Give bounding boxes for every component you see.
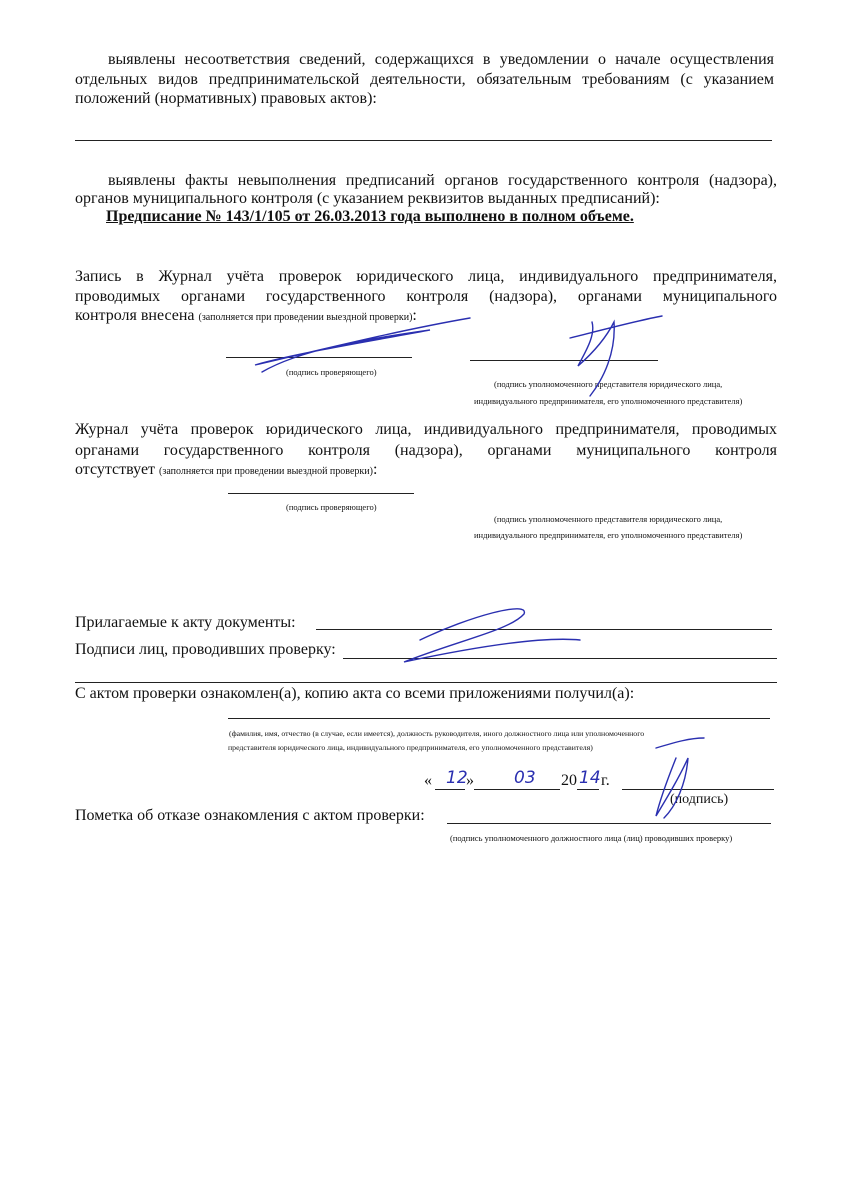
journal-absent-line2: органами государственного контроля (надзора), органами муниципального контроля xyxy=(75,442,777,459)
date-day: 12 xyxy=(446,768,468,788)
date-signature xyxy=(656,758,688,818)
journal-entry-line3-end: : xyxy=(412,307,417,324)
journal-entry-inspector-caption: (подпись проверяющего) xyxy=(286,367,377,377)
section2-line2: органов муниципального контроля (с указанием реквизитов выданных предписаний): xyxy=(75,190,660,207)
section2-line1: выявлены факты невыполнения предписаний органов государственного контроля (надзора), xyxy=(108,172,777,189)
inspectors-signatures-label: Подписи лиц, проводивших проверку: xyxy=(75,641,336,658)
representative-signature-1 xyxy=(570,316,662,396)
section1-line2: отдельных видов предпринимательской деятельности, обязательным требованиям (с указанием xyxy=(75,71,774,88)
inspector-signature-2 xyxy=(404,609,580,662)
date-signature-caption: (подпись) xyxy=(670,792,729,807)
prescription-statement: Предписание № 143/1/105 от 26.03.2013 года выполнено в полном объеме. xyxy=(106,208,634,225)
section1-line3: положений (нормативных) правовых актов): xyxy=(75,90,377,107)
attached-documents-label: Прилагаемые к акту документы: xyxy=(75,614,296,631)
journal-absent-rep-caption-1: (подпись уполномоченного представителя юридического лица, xyxy=(494,514,723,524)
date-month: 03 xyxy=(514,768,536,788)
journal-entry-line3-note: (заполняется при проведении выездной проверки) xyxy=(198,312,413,323)
journal-absent-line1: Журнал учёта проверок юридического лица, индивидуального предпринимателя, проводимых xyxy=(75,421,777,438)
journal-entry-line3-main: контроля внесена xyxy=(75,307,199,324)
date-year-suffix: 14 xyxy=(579,768,601,788)
journal-absent-line3-note: (заполняется при проведении выездной проверки) xyxy=(159,466,373,477)
journal-absent-line3-end: : xyxy=(372,461,378,478)
date-close-quote: » xyxy=(466,772,474,789)
journal-absent-line3-main: отсутствует xyxy=(75,461,160,478)
acquainted-caption-2: представителя юридического лица, индивидуального предпринимателя, его уполномоченного представителя) xyxy=(228,743,593,752)
journal-entry-line1: Запись в Журнал учёта проверок юридического лица, индивидуального предпринимателя, xyxy=(75,268,777,285)
date-year-prefix: 20 xyxy=(561,772,577,789)
journal-entry-rep-caption-2: индивидуального предпринимателя, его уполномоченного представителя) xyxy=(474,396,743,406)
acquainted-signature xyxy=(656,738,704,748)
inspector-signature-1 xyxy=(255,318,470,372)
date-year-end: г. xyxy=(601,772,610,789)
refusal-label: Пометка об отказе ознакомления с актом проверки: xyxy=(75,807,425,824)
journal-entry-rep-caption-1: (подпись уполномоченного представителя юридического лица, xyxy=(494,379,723,389)
journal-absent-rep-caption-2: индивидуального предпринимателя, его уполномоченного представителя) xyxy=(474,530,743,540)
journal-entry-line2: проводимых органами государственного контроля (надзора), органами муниципального xyxy=(75,288,777,305)
date-open-quote: « xyxy=(424,772,432,789)
acquainted-label: С актом проверки ознакомлен(а), копию акта со всеми приложениями получил(а): xyxy=(75,685,635,702)
journal-absent-inspector-caption: (подпись проверяющего) xyxy=(286,502,377,512)
refusal-caption: (подпись уполномоченного должностного лица (лиц) проводивших проверку) xyxy=(450,833,733,843)
section1-line1: выявлены несоответствия сведений, содержащихся в уведомлении о начале осуществления xyxy=(108,51,774,68)
acquainted-caption-1: (фамилия, имя, отчество (в случае, если имеется), должность руководителя, иного должностного лица или уполномоченного xyxy=(229,729,645,738)
